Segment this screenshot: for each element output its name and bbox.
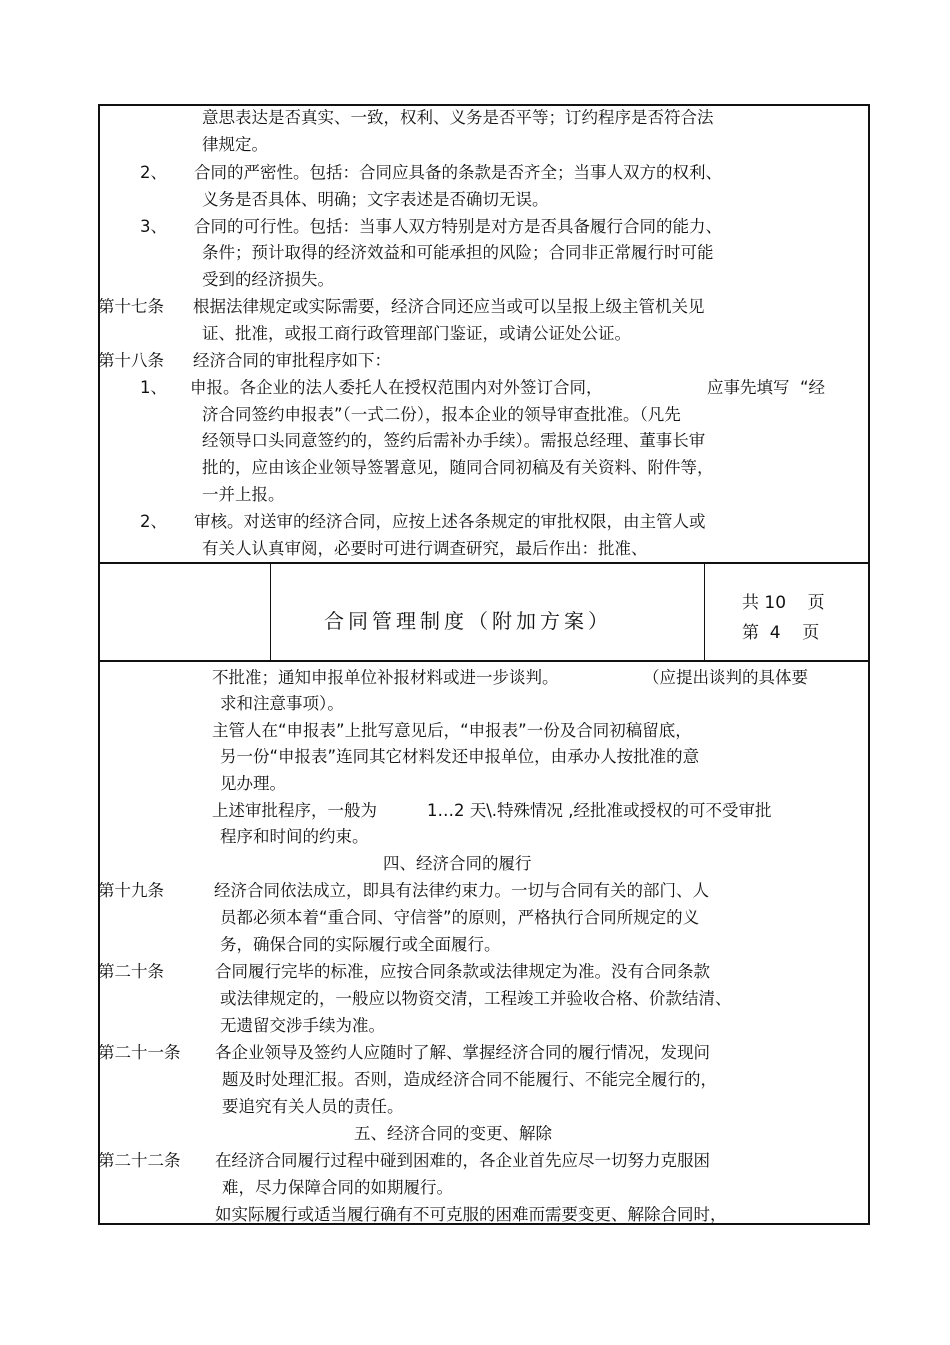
text-line: 3、: [140, 217, 167, 236]
text-line: 或法律规定的，一般应以物资交清，工程竣工并验收合格、价款结清、: [220, 989, 732, 1008]
text-line: 义务是否具体、明确；文字表述是否确切无误。: [202, 190, 549, 209]
text-line: 受到的经济损失。: [202, 270, 334, 289]
page-number-label: 第 4 页: [742, 623, 820, 643]
text-line: 批的，应由该企业领导签署意见，随同合同初稿及有关资料、附件等，: [202, 458, 714, 477]
text-line: 应事先填写 “经: [707, 378, 826, 397]
text-line: 根据法律规定或实际需要，经济合同还应当或可以呈报上级主管机关见: [193, 297, 705, 316]
text-line: 2、: [140, 163, 167, 182]
text-line: 五、经济合同的变更、解除: [354, 1124, 552, 1143]
text-line: 第二十一条: [98, 1043, 181, 1062]
text-line: 在经济合同履行过程中碰到困难的，各企业首先应尽一切努力克服困: [215, 1151, 710, 1170]
text-line: 第十九条: [98, 881, 164, 900]
text-line: 条件；预计取得的经济效益和可能承担的风险；合同非正常履行时可能: [202, 243, 714, 262]
text-line: 2、: [140, 512, 167, 531]
text-line: 申报。各企业的法人委托人在授权范围内对外签订合同，: [190, 378, 603, 397]
text-line: 第十八条: [98, 351, 164, 370]
text-line: 主管人在“申报表”上批写意见后，“申报表”一份及合同初稿留底，: [212, 721, 692, 740]
text-line: 经济合同的审批程序如下：: [193, 351, 391, 370]
text-line: 合同履行完毕的标准，应按合同条款或法律规定为准。没有合同条款: [215, 962, 710, 981]
text-line: 另一份“申报表”连同其它材料发还申报单位，由承办人按批准的意: [220, 747, 700, 766]
text-line: 无遗留交涉手续为准。: [220, 1016, 385, 1035]
text-line: （应提出谈判的具体要: [643, 668, 808, 687]
text-line: 要追究有关人员的责任。: [222, 1097, 404, 1116]
text-line: 合同的可行性。包括：当事人双方特别是对方是否具备履行合同的能力、: [194, 217, 722, 236]
header-divider-left: [270, 564, 271, 660]
text-line: 见办理。: [220, 774, 286, 793]
text-line: 证、批准，或报工商行政管理部门鉴证，或请公证处公证。: [202, 324, 631, 343]
header-title: 合同管理制度（附加方案）: [324, 609, 612, 633]
text-line: 经领导口头同意签约的，签约后需补办手续）。需报总经理、董事长审: [202, 431, 706, 450]
text-line: 各企业领导及签约人应随时了解、掌握经济合同的履行情况，发现问: [215, 1043, 710, 1062]
text-line: 求和注意事项）。: [220, 694, 344, 713]
text-line: 程序和时间的约束。: [220, 827, 369, 846]
text-line: 有关人认真审阅，必要时可进行调查研究，最后作出：批准、: [202, 539, 648, 558]
header-divider-right: [704, 564, 705, 660]
text-line: 难，尽力保障合同的如期履行。: [222, 1178, 453, 1197]
text-line: 员都必须本着“重合同、守信誉”的原则，严格执行合同所规定的义: [220, 908, 700, 927]
text-line: 务，确保合同的实际履行或全面履行。: [220, 935, 501, 954]
text-line: 第二十二条: [98, 1151, 181, 1170]
text-line: 第十七条: [98, 297, 164, 316]
text-line: 审核。对送审的经济合同，应按上述各条规定的审批权限，由主管人或: [194, 512, 706, 531]
text-line: 济合同签约申报表”（一式二份），报本企业的领导审查批准。（凡先: [202, 405, 681, 424]
text-line: 如实际履行或适当履行确有不可克服的困难而需要变更、解除合同时，: [215, 1205, 727, 1224]
text-line: 上述审批程序，一般为: [212, 801, 377, 820]
text-line: 律规定。: [202, 135, 268, 154]
text-line: 合同的严密性。包括：合同应具备的条款是否齐全；当事人双方的权利、: [194, 163, 722, 182]
text-line: 1…2 天\.特殊情况 ,经批准或授权的可不受审批: [427, 801, 772, 820]
text-line: 四、经济合同的履行: [383, 854, 532, 873]
text-line: 不批准；通知申报单位补报材料或进一步谈判。: [212, 668, 559, 687]
total-pages-label: 共 10 页: [742, 593, 825, 613]
text-line: 意思表达是否真实、一致，权利、义务是否平等；订约程序是否符合法: [202, 108, 714, 127]
text-line: 1、: [140, 378, 167, 397]
text-line: 题及时处理汇报。否则，造成经济合同不能履行、不能完全履行的，: [222, 1070, 717, 1089]
text-line: 一并上报。: [202, 485, 285, 504]
text-line: 经济合同依法成立，即具有法律约束力。一切与合同有关的部门、人: [214, 881, 709, 900]
text-line: 第二十条: [98, 962, 164, 981]
